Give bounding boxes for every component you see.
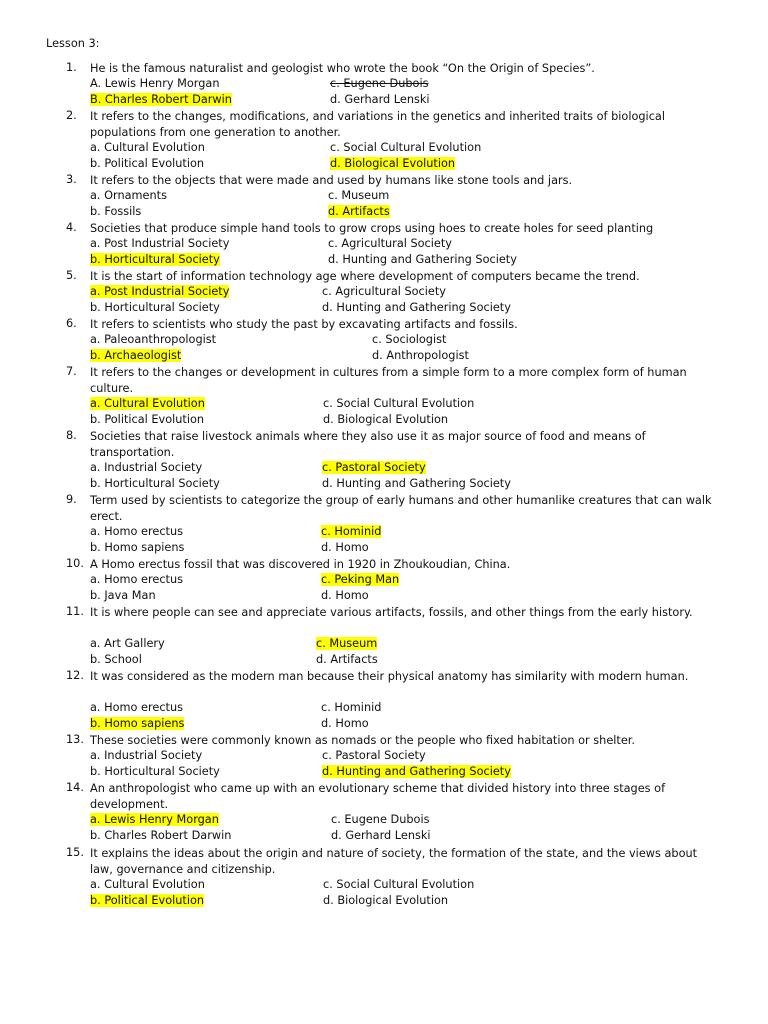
option-a: A. Lewis Henry Morgan (90, 77, 220, 90)
question-text: It refers to scientists who study the past by excavating artifacts and fossils. (90, 318, 518, 331)
question-number: 13. (66, 733, 84, 746)
option-c: c. Museum (328, 189, 390, 202)
option-d: d. Artifacts (316, 653, 378, 666)
option-b-answer: b. Political Evolution (90, 894, 205, 907)
option-a: a. Homo erectus (90, 525, 184, 538)
option-b-answer: b. Archaeologist (90, 349, 182, 362)
question-text: It refers to the changes, modifications, and variations in the genetics and inherited traits of biological populations from one generation to another. (90, 110, 665, 139)
question-text: An anthropologist who came up with an evolutionary scheme that divided history into three stages of development. (90, 782, 666, 811)
question-number: 9. (66, 493, 77, 506)
question-text: It is the start of information technology age where development of computers became the trend. (90, 270, 640, 283)
option-d: d. Homo (321, 589, 369, 602)
option-b: b. Political Evolution (90, 413, 205, 426)
option-c: c. Agricultural Society (322, 285, 446, 298)
option-c-answer: c. Pastoral Society (322, 461, 426, 474)
option-d: d. Hunting and Gathering Society (322, 477, 511, 490)
option-a: a. Industrial Society (90, 749, 203, 762)
question-number: 11. (66, 605, 84, 618)
option-a-answer: a. Cultural Evolution (90, 397, 205, 410)
option-c: c. Eugene Dubois (331, 813, 430, 826)
question-number: 14. (66, 781, 84, 794)
question-number: 8. (66, 429, 77, 442)
option-d: d. Hunting and Gathering Society (328, 253, 517, 266)
option-b: b. Homo sapiens (90, 541, 185, 554)
question-number: 7. (66, 365, 77, 378)
option-c-answer: c. Peking Man (321, 573, 400, 586)
question-text: Societies that produce simple hand tools to grow crops using hoes to create holes for seed planting (90, 222, 654, 235)
option-d: d. Biological Evolution (323, 894, 449, 907)
option-c-answer: c. Museum (316, 637, 378, 650)
question-number: 15. (66, 846, 84, 859)
option-b: b. Horticultural Society (90, 477, 220, 490)
option-a: a. Cultural Evolution (90, 878, 205, 891)
option-b: b. School (90, 653, 142, 666)
lesson-title: Lesson 3: (46, 37, 100, 50)
option-d: d. Homo (321, 717, 369, 730)
question-text: A Homo erectus fossil that was discovered in 1920 in Zhoukoudian, China. (90, 558, 511, 571)
question-number: 3. (66, 173, 77, 186)
question-text: It refers to the changes or development in cultures from a simple form to a more complex form of human culture. (90, 366, 687, 395)
option-c: c. Sociologist (372, 333, 447, 346)
question-text: It is where people can see and appreciate various artifacts, fossils, and other things from the early history. (90, 606, 693, 619)
question-number: 5. (66, 269, 77, 282)
option-d: d. Homo (321, 541, 369, 554)
option-c: c. Hominid (321, 701, 382, 714)
option-d: d. Gerhard Lenski (330, 93, 430, 106)
question-text: These societies were commonly known as nomads or the people who fixed habitation or shelter. (90, 734, 635, 747)
option-c: c. Pastoral Society (322, 749, 426, 762)
question-text: He is the famous naturalist and geologist who wrote the book “On the Origin of Species”. (90, 62, 595, 75)
option-a-answer: a. Post Industrial Society (90, 285, 230, 298)
option-b-answer: b. Horticultural Society (90, 253, 220, 266)
option-d: d. Hunting and Gathering Society (322, 301, 511, 314)
option-a: a. Homo erectus (90, 701, 184, 714)
question-text: Term used by scientists to categorize the group of early humans and other humanlike creatures that can walk erect. (90, 494, 712, 523)
option-d: d. Gerhard Lenski (331, 829, 431, 842)
question-text: It was considered as the modern man because their physical anatomy has similarity with modern human. (90, 670, 689, 683)
option-c: c. Eugene Dubois (330, 77, 429, 90)
option-c: c. Agricultural Society (328, 237, 452, 250)
option-d-answer: d. Artifacts (328, 205, 390, 218)
option-a-answer: a. Lewis Henry Morgan (90, 813, 219, 826)
option-a: a. Ornaments (90, 189, 167, 202)
question-number: 6. (66, 317, 77, 330)
option-d-answer: d. Biological Evolution (330, 157, 456, 170)
option-c-answer: c. Hominid (321, 525, 382, 538)
option-a: a. Homo erectus (90, 573, 184, 586)
option-d: d. Biological Evolution (323, 413, 449, 426)
option-c: c. Social Cultural Evolution (330, 141, 482, 154)
option-b-answer: B. Charles Robert Darwin (90, 93, 232, 106)
option-d: d. Anthropologist (372, 349, 469, 362)
question-text: It refers to the objects that were made and used by humans like stone tools and jars. (90, 174, 573, 187)
option-b: b. Horticultural Society (90, 765, 220, 778)
option-a: a. Industrial Society (90, 461, 203, 474)
question-number: 4. (66, 221, 77, 234)
option-b-answer: b. Homo sapiens (90, 717, 185, 730)
option-b: b. Charles Robert Darwin (90, 829, 232, 842)
option-b: b. Political Evolution (90, 157, 205, 170)
option-a: a. Art Gallery (90, 637, 165, 650)
option-a: a. Cultural Evolution (90, 141, 205, 154)
question-number: 10. (66, 557, 84, 570)
option-c: c. Social Cultural Evolution (323, 397, 475, 410)
option-d-answer: d. Hunting and Gathering Society (322, 765, 511, 778)
option-c: c. Social Cultural Evolution (323, 878, 475, 891)
question-text: It explains the ideas about the origin and nature of society, the formation of the state, and the views about law, governance and citizenship. (90, 847, 698, 876)
option-b: b. Fossils (90, 205, 142, 218)
question-number: 1. (66, 61, 77, 74)
option-a: a. Post Industrial Society (90, 237, 230, 250)
option-b: b. Horticultural Society (90, 301, 220, 314)
question-text: Societies that raise livestock animals where they also use it as major source of food and means of transportation. (90, 430, 646, 459)
option-a: a. Paleoanthropologist (90, 333, 217, 346)
question-number: 2. (66, 109, 77, 122)
question-number: 12. (66, 669, 84, 682)
option-b: b. Java Man (90, 589, 156, 602)
